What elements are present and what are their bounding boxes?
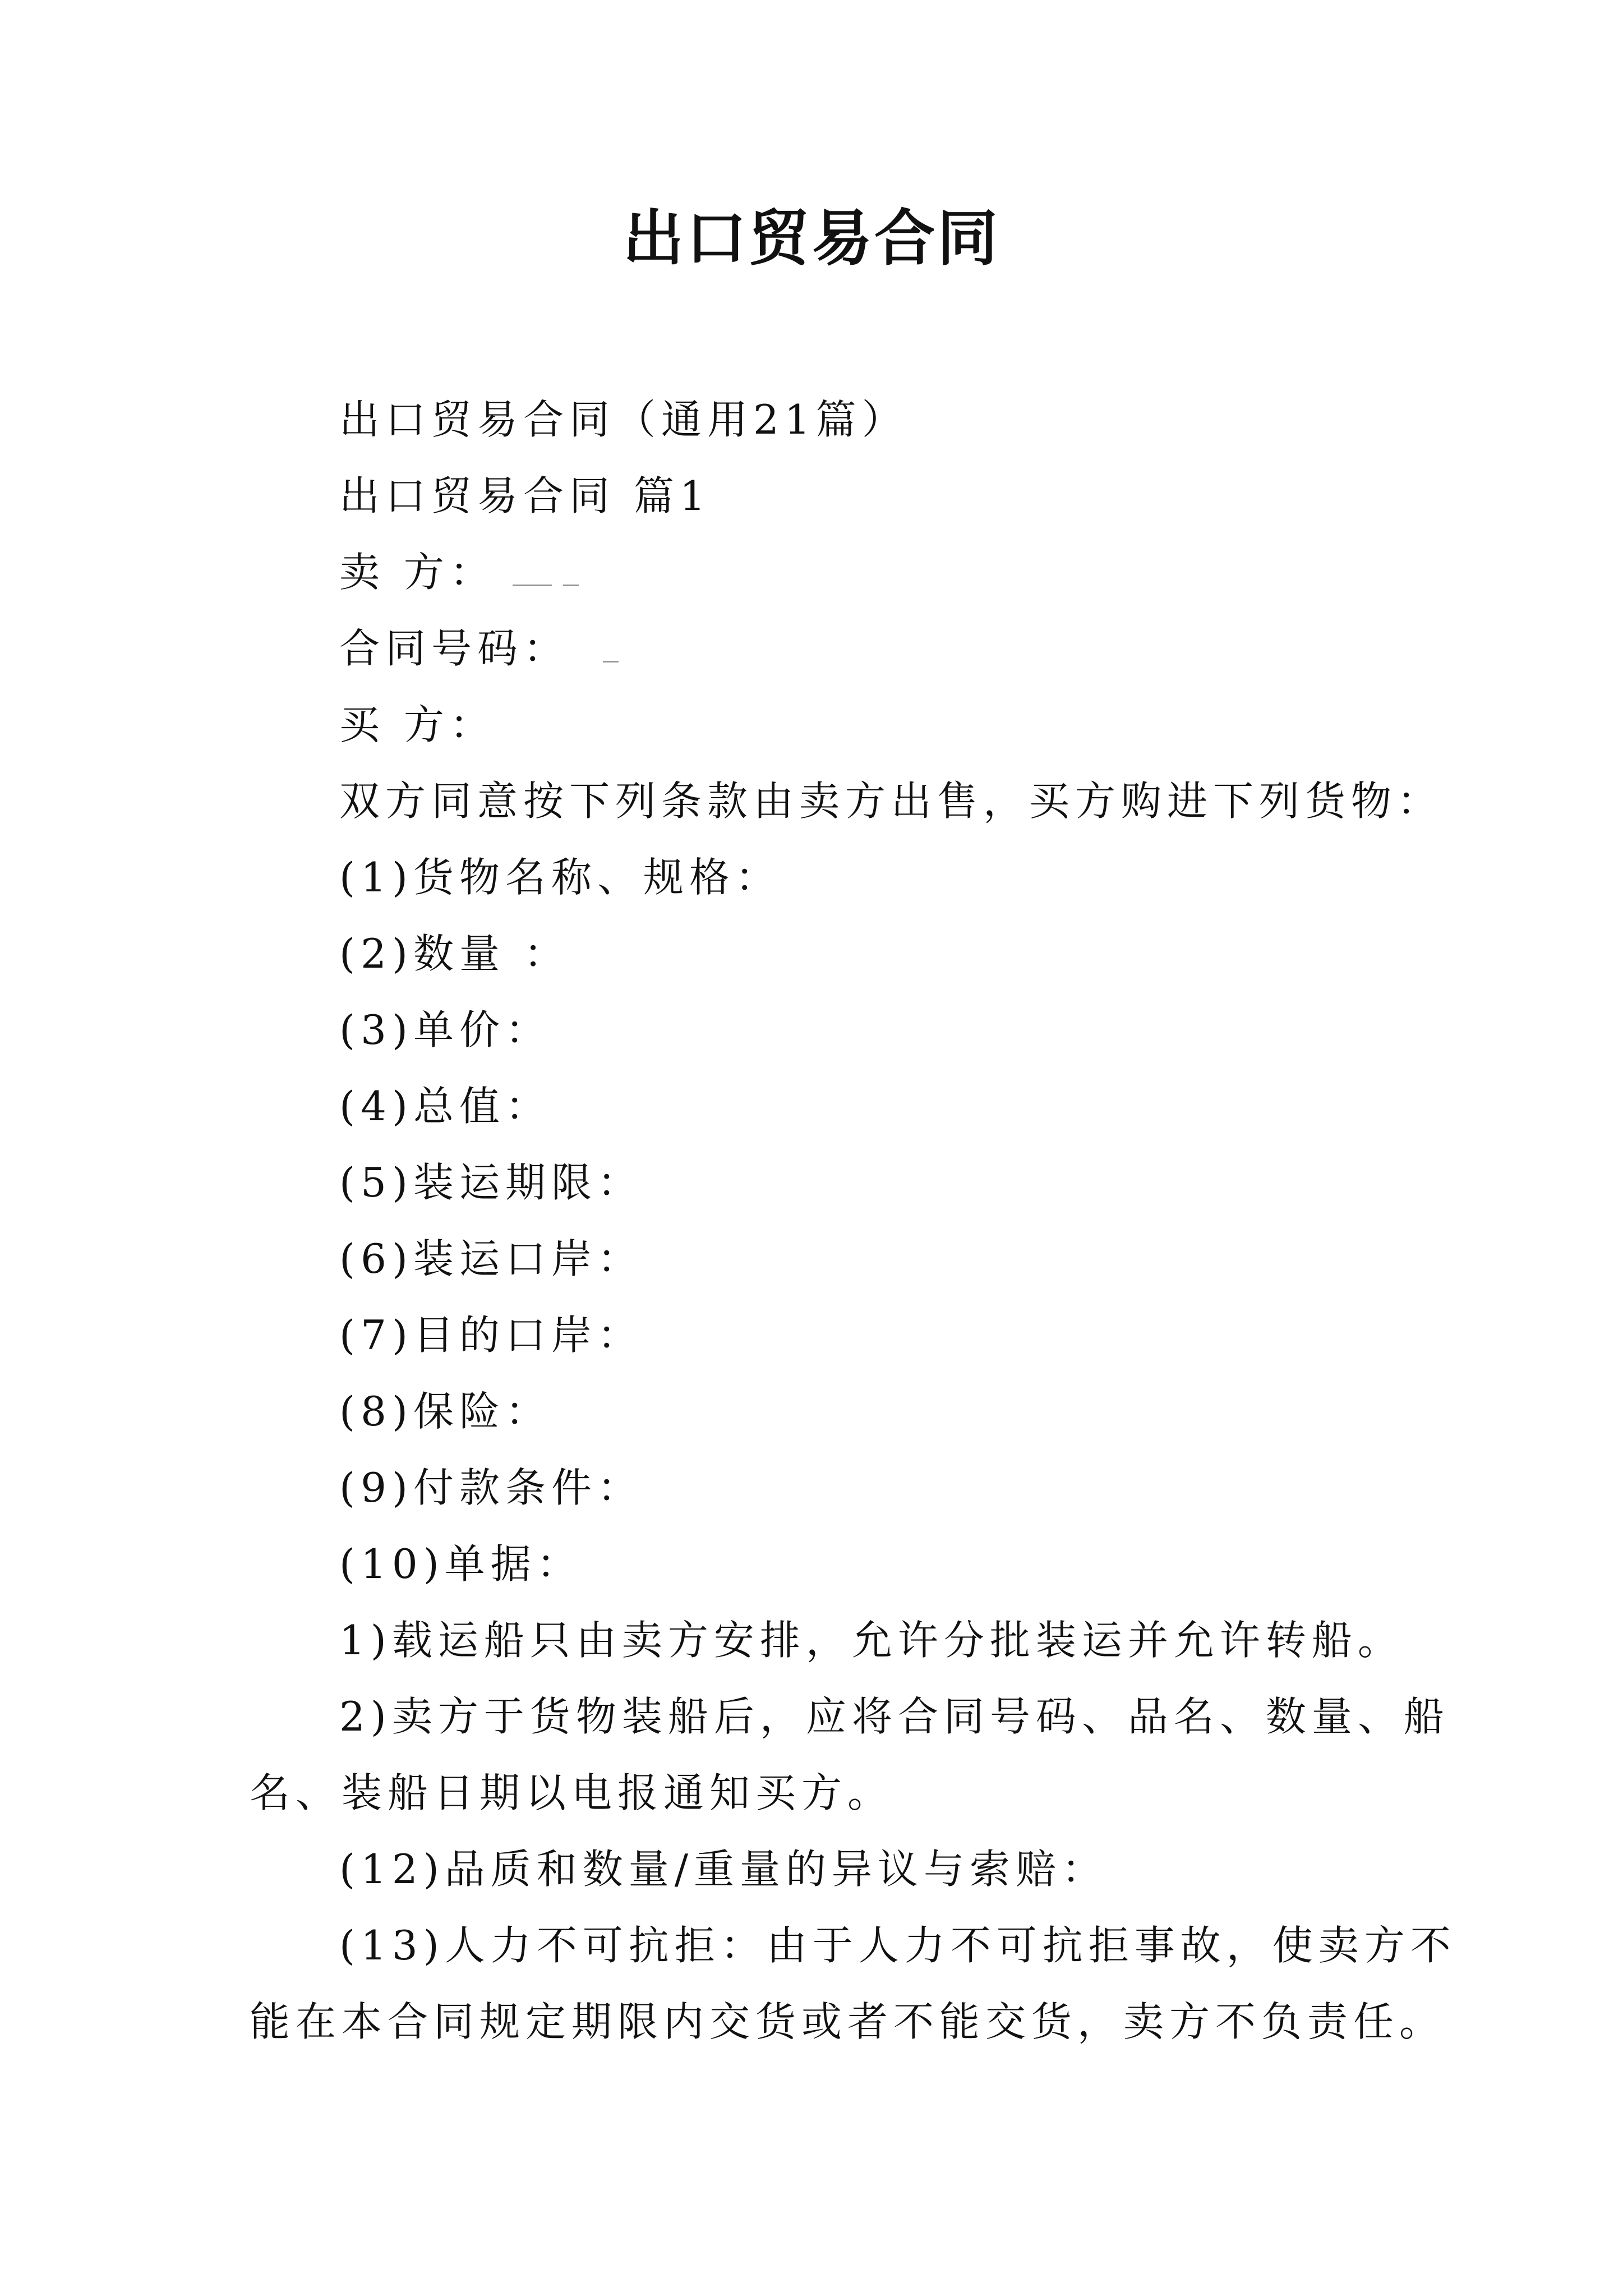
clause-goods: (1)货物名称、规格： (339, 854, 781, 901)
document-title: 出口贸易合同 (623, 203, 1000, 274)
document-body (250, 381, 1456, 2060)
clause-destination-port: (7)目的口岸： (339, 1312, 643, 1359)
contract-number-field: 合同号码： (250, 610, 1385, 687)
clause-shipment-period: (5)装运期限： (339, 1159, 643, 1206)
seller-field: 卖 方： (250, 534, 1385, 610)
sub-clause-1: 1)载运船只由卖方安排，允许分批装运并允许转船。 (339, 1617, 1404, 1664)
clause-documents: (10)单据： (339, 1540, 583, 1588)
subtitle-line: 出口贸易合同（通用21篇） (339, 396, 908, 443)
clause-loading-port: (6)装运口岸： (339, 1235, 643, 1282)
clause-payment-terms: (9)付款条件： (339, 1464, 643, 1511)
clause-unit-price: (3)单价： (339, 1006, 551, 1053)
clause-quantity: (2)数量 ： (339, 930, 570, 977)
clause-force-majeure-continued: 能在本合同规定期限内交货或者不能交货，卖方不负责任。 (250, 1998, 1446, 2045)
contract-number-blank (603, 627, 619, 662)
sub-clause-2-continued: 名、装船日期以电报通知买方。 (250, 1769, 894, 1816)
clause-quality-claims: (12)品质和数量/重量的异议与索赔： (339, 1846, 1108, 1893)
section-heading: 出口贸易合同 篇1 (339, 472, 711, 519)
seller-blank (513, 551, 552, 586)
buyer-field: 买 方： (339, 701, 496, 748)
seller-blank-2 (563, 551, 579, 586)
clause-insurance: (8)保险： (339, 1388, 551, 1435)
sub-clause-2: 2)卖方于货物装船后，应将合同号码、品名、数量、船 (339, 1693, 1450, 1740)
clause-force-majeure: (13)人力不可抗拒：由于人力不可抗拒事故，使卖方不 (339, 1922, 1456, 1969)
clause-total-value: (4)总值： (339, 1083, 551, 1130)
agreement-paragraph: 双方同意按下列条款由卖方出售，买方购进下列货物： (339, 777, 1444, 825)
